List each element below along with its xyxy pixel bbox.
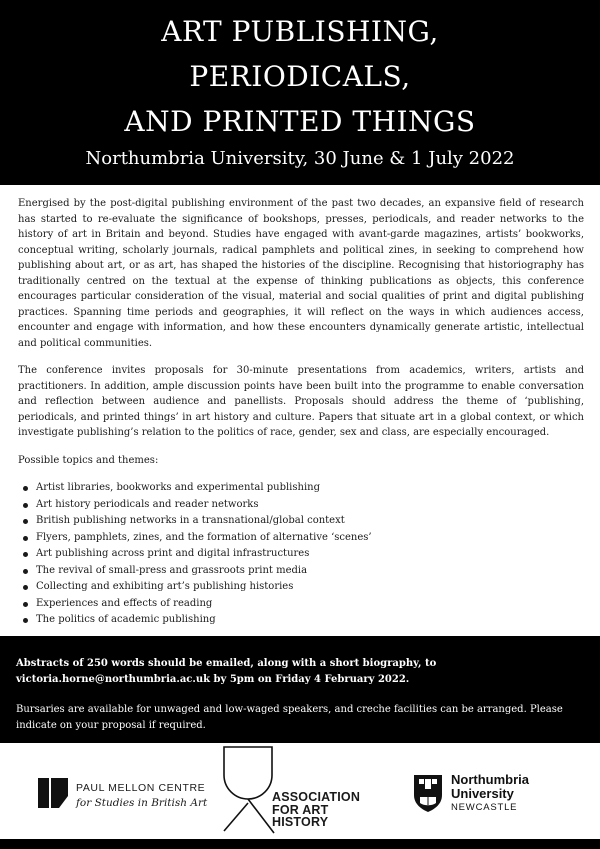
title-line-3: AND PRINTED THINGS xyxy=(124,105,476,138)
nu-line-3: NEWCASTLE xyxy=(451,802,518,813)
topic-item: The politics of academic publishing xyxy=(18,612,584,629)
topic-item: Art history periodicals and reader networks xyxy=(18,497,584,514)
topics-label: Possible topics and themes: xyxy=(18,454,159,466)
northumbria-crest-icon xyxy=(412,773,444,813)
topic-item: Experiences and effects of reading xyxy=(18,596,584,613)
topic-item: Collecting and exhibiting art’s publishing histories xyxy=(18,579,584,596)
paul-mellon-centre-icon xyxy=(38,778,68,808)
nu-line-2: University xyxy=(451,786,514,801)
bursary-note: Bursaries are available for unwaged and low-waged speakers, and creche facilities can be arranged. Please indicate on your proposal if required. xyxy=(16,704,563,731)
pmc-name: PAUL MELLON CENTRE xyxy=(76,782,206,794)
topic-item: The revival of small-press and grassroots print media xyxy=(18,563,584,580)
pmc-subtitle: for Studies in British Art xyxy=(76,797,208,809)
title-line-1: ART PUBLISHING, xyxy=(161,15,439,48)
topics-list xyxy=(18,480,584,629)
topic-item: Art publishing across print and digital infrastructures xyxy=(18,546,584,563)
nu-line-1: Northumbria xyxy=(451,772,529,787)
northumbria-university-text xyxy=(451,773,529,814)
topic-item: British publishing networks in a transnational/global context xyxy=(18,513,584,530)
sponsor-logos xyxy=(0,743,600,839)
submission-info-band xyxy=(0,636,600,743)
submission-deadline: Abstracts of 250 words should be emailed, along with a short biography, to victoria.horne@northumbria.ac.uk by 5pm on Friday 4 February 2022. xyxy=(16,658,437,685)
call-for-papers-body xyxy=(18,196,584,629)
title-line-2: PERIODICALS, xyxy=(189,60,411,93)
event-subtitle: Northumbria University, 30 June & 1 July 2022 xyxy=(85,148,515,169)
aah-line-3: HISTORY xyxy=(272,815,329,829)
aah-line-2: FOR ART xyxy=(272,802,329,817)
title-banner xyxy=(0,0,600,185)
bottom-bar xyxy=(0,839,600,849)
intro-paragraph: Energised by the post-digital publishing environment of the past two decades, an expansive field of research has started to re-evaluate the significance of bookshops, presses, periodicals, and reader networks to the history of art in Britain and beyond. Studies have engaged with avant-garde magazines, artists’ bookworks, conceptual writing, scholarly journals, radical pamphlets and political zines, in seeking to comprehend how publishing about art, or as art, has shaped the histories of the discipline. Recognising that historiography has traditionally centred on the textual at the expense of thinking publications as objects, this conference encourages particular consideration of the visual, material and social qualities of print and digital publishing practices. Spanning time periods and geographies, it will reflect on the ways in which audiences access, encounter and engage with information, and how these encounters dynamically generate artistic, intellectual and political communities. xyxy=(18,198,584,349)
association-for-art-history-icon xyxy=(218,745,278,835)
topic-item: Artist libraries, bookworks and experimental publishing xyxy=(18,480,584,497)
aah-line-1: ASSOCIATION xyxy=(272,790,361,804)
topic-item: Flyers, pamphlets, zines, and the formation of alternative ‘scenes’ xyxy=(18,530,584,547)
association-for-art-history-text xyxy=(272,791,360,829)
invitation-paragraph: The conference invites proposals for 30-minute presentations from academics, writers, artists and practitioners. In addition, ample discussion points have been built into the programme to enable conversation and reflection between audience and panellists. Proposals should address the theme of ‘publishing, periodicals, and printed things’ in art history and culture. Papers that situate art in a global context, or which investigate publishing’s relation to the politics of race, gender, sex and class, are especially encouraged. xyxy=(18,365,584,438)
